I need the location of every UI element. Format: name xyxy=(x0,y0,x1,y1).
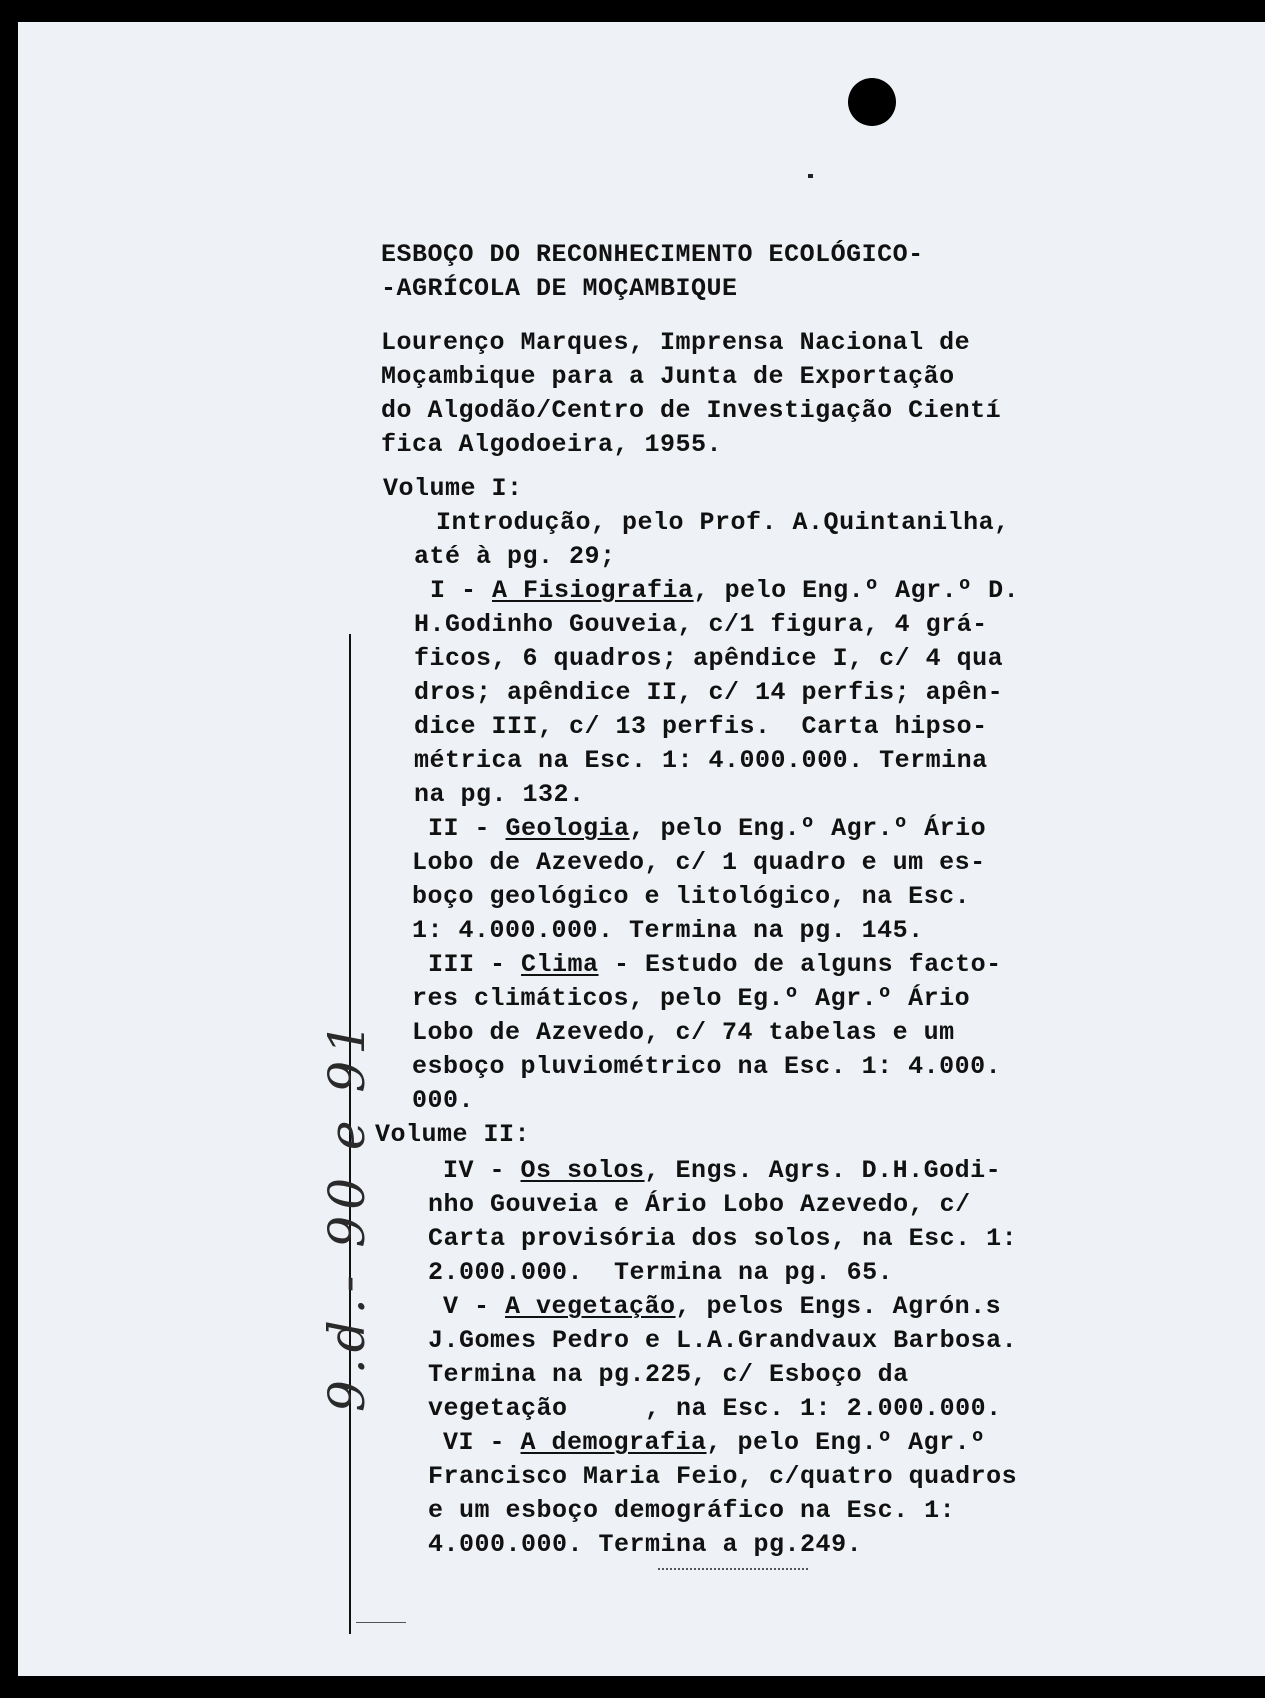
chapter-number: I - xyxy=(430,576,493,605)
chapter-line: res climáticos, pelo Eg.º Agr.º Ário xyxy=(412,984,971,1013)
ink-speck xyxy=(808,174,813,178)
chapter-line: Francisco Maria Feio, c/quatro quadros xyxy=(428,1462,1018,1491)
chapter-heading-rest: , pelos Engs. Agrón.s xyxy=(675,1292,1002,1321)
chapter-line: Lobo de Azevedo, c/ 1 quadro e um es- xyxy=(412,848,986,877)
chapter-title: Clima xyxy=(521,950,599,979)
chapter-number: III - xyxy=(428,950,522,979)
chapter-line: H.Godinho Gouveia, c/1 figura, 4 grá- xyxy=(414,610,988,639)
chapter-heading xyxy=(443,1156,1001,1185)
chapter-heading xyxy=(443,1428,986,1457)
chapter-title: Os solos xyxy=(520,1156,645,1185)
publication-line: do Algodão/Centro de Investigação Cientí xyxy=(381,396,1002,425)
publication-line: fica Algodoeira, 1955. xyxy=(381,430,723,459)
title-line: -AGRÍCOLA DE MOÇAMBIQUE xyxy=(381,274,738,303)
chapter-title: A demografia xyxy=(520,1428,707,1457)
chapter-line: 2.000.000. Termina na pg. 65. xyxy=(428,1258,894,1287)
chapter-heading-rest: , pelo Eng.º Agr.º Ário xyxy=(629,814,987,843)
chapter-heading-rest: , pelo Eng.º Agr.º xyxy=(706,1428,986,1457)
chapter-line: esboço pluviométrico na Esc. 1: 4.000. xyxy=(412,1052,1002,1081)
title-line: ESBOÇO DO RECONHECIMENTO ECOLÓGICO- xyxy=(381,240,924,269)
chapter-heading-rest: , Engs. Agrs. D.H.Godi- xyxy=(644,1156,1002,1185)
chapter-line: 000. xyxy=(412,1086,475,1115)
chapter-number: II - xyxy=(428,814,506,843)
chapter-line: Lobo de Azevedo, c/ 74 tabelas e um xyxy=(412,1018,955,1047)
chapter-line: dros; apêndice II, c/ 14 perfis; apên- xyxy=(414,678,1004,707)
chapter-heading-rest: , pelo Eng.º Agr.º D. xyxy=(693,576,1020,605)
volume-heading: Volume I: xyxy=(383,474,523,503)
chapter-number: IV - xyxy=(443,1156,521,1185)
document-page xyxy=(18,22,1265,1676)
chapter-line: métrica na Esc. 1: 4.000.000. Termina xyxy=(414,746,988,775)
publication-line: Lourenço Marques, Imprensa Nacional de xyxy=(381,328,971,357)
intro-line: Introdução, pelo Prof. A.Quintanilha, xyxy=(436,508,1010,537)
chapter-line: Carta provisória dos solos, na Esc. 1: xyxy=(428,1224,1018,1253)
chapter-line: e um esboço demográfico na Esc. 1: xyxy=(428,1496,956,1525)
chapter-line: 1: 4.000.000. Termina na pg. 145. xyxy=(412,916,924,945)
chapter-title: A vegetação xyxy=(505,1292,676,1321)
chapter-line: dice III, c/ 13 perfis. Carta hipso- xyxy=(414,712,988,741)
chapter-line: Termina na pg.225, c/ Esboço da xyxy=(428,1360,909,1389)
intro-line: até à pg. 29; xyxy=(414,542,616,571)
chapter-heading xyxy=(430,576,1019,605)
chapter-heading xyxy=(443,1292,1001,1321)
punch-hole xyxy=(848,78,896,126)
chapter-title: Geologia xyxy=(505,814,630,843)
dash-mark xyxy=(356,1622,406,1624)
chapter-number: VI - xyxy=(443,1428,521,1457)
chapter-line: ficos, 6 quadros; apêndice I, c/ 4 qua xyxy=(414,644,1004,673)
chapter-line: 4.000.000. Termina a pg.249. xyxy=(428,1530,863,1559)
chapter-heading xyxy=(428,814,986,843)
chapter-line: nho Gouveia e Ário Lobo Azevedo, c/ xyxy=(428,1190,971,1219)
chapter-title: A Fisiografia xyxy=(492,576,694,605)
chapter-heading xyxy=(428,950,1002,979)
chapter-line: vegetação , na Esc. 1: 2.000.000. xyxy=(428,1394,1002,1423)
volume-heading: Volume II: xyxy=(375,1120,531,1149)
chapter-line: na pg. 132. xyxy=(414,780,585,809)
publication-line: Moçambique para a Junta de Exportação xyxy=(381,362,955,391)
dotted-mark xyxy=(658,1568,808,1571)
chapter-number: V - xyxy=(443,1292,506,1321)
chapter-line: J.Gomes Pedro e L.A.Grandvaux Barbosa. xyxy=(428,1326,1018,1355)
handwritten-note: 9.d.- 90 e 91 xyxy=(318,1016,376,1412)
chapter-heading-rest: - Estudo de alguns facto- xyxy=(598,950,1002,979)
chapter-line: boço geológico e litológico, na Esc. xyxy=(412,882,971,911)
